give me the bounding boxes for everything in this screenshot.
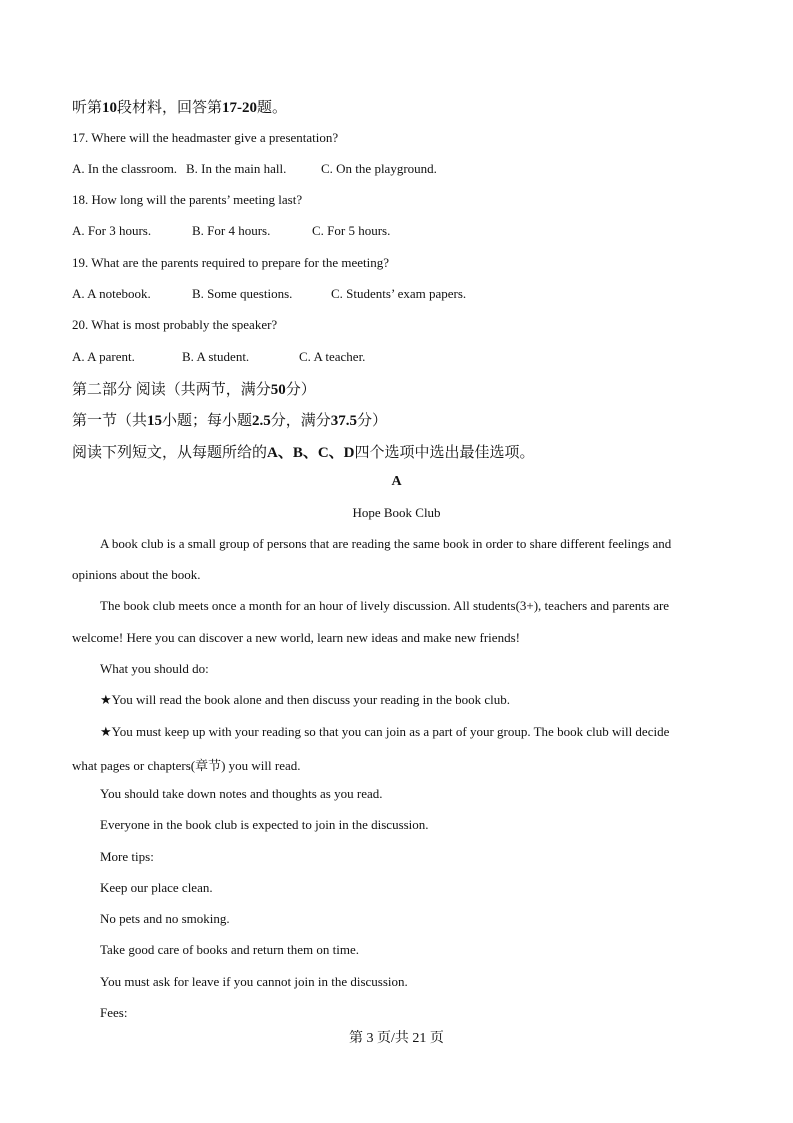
header-number: 10 [102, 100, 118, 116]
heading-text: 小题；每小题 [162, 413, 253, 429]
option-a: A. A parent. [72, 349, 135, 364]
section-one-heading [72, 409, 387, 430]
passage-letter: A [391, 474, 402, 489]
more-tips-heading: More tips: [100, 849, 154, 864]
tip-1: Keep our place clean. [100, 880, 213, 895]
question-20: 20. What is most probably the speaker? [72, 317, 278, 332]
heading-text: 第二部分 阅读（共两节，满分 [72, 382, 271, 398]
option-b: B. Some questions. [192, 286, 293, 301]
header-text: 题。 [257, 100, 288, 116]
options-19 [72, 286, 466, 302]
instr-letters: A、B、C、D [267, 445, 355, 461]
header-text: 听第 [72, 100, 103, 116]
star-item-2-line-1: ★You must keep up with your reading so that you can join as a part of your group. The book club will decide [100, 724, 670, 739]
option-c: C. A teacher. [299, 349, 366, 364]
paragraph-2-line-1: The book club meets once a month for an hour of lively discussion. All students(3+), teachers and parents are [100, 598, 670, 613]
options-20 [72, 349, 365, 365]
option-b: B. In the main hall. [186, 161, 287, 176]
section-header [72, 96, 287, 117]
option-a: A. A notebook. [72, 286, 151, 301]
instr-text: 阅读下列短文，从每题所给的 [72, 445, 268, 461]
heading-text: 分） [285, 382, 316, 398]
option-c: C. On the playground. [321, 161, 437, 176]
everyone-line: Everyone in the book club is expected to join in the discussion. [100, 817, 429, 832]
option-a: A. For 3 hours. [72, 223, 152, 238]
paragraph-1-line-2: opinions about the book. [72, 567, 201, 582]
instructions [72, 441, 535, 462]
options-17 [72, 161, 437, 177]
tip-3: Take good care of books and return them on time. [100, 942, 360, 957]
should-do-heading: What you should do: [100, 661, 209, 676]
heading-number: 37.5 [330, 413, 358, 429]
paragraph-1-line-1: A book club is a small group of persons that are reading the same book in order to share different feelings and [100, 536, 672, 551]
paragraph-2-line-2: welcome! Here you can discover a new world, learn new ideas and make new friends! [72, 630, 520, 645]
heading-score: 50 [270, 382, 286, 398]
star-item-1: ★You will read the book alone and then discuss your reading in the book club. [100, 692, 511, 707]
tip-2: No pets and no smoking. [100, 911, 230, 926]
question-19: 19. What are the parents required to prepare for the meeting? [72, 255, 390, 270]
part-two-heading [72, 378, 316, 399]
header-range: 17-20 [222, 100, 258, 116]
heading-text: 分） [357, 413, 388, 429]
heading-text: 分，满分 [270, 413, 331, 429]
notes-line: You should take down notes and thoughts as you read. [100, 786, 383, 801]
option-c: C. For 5 hours. [312, 223, 391, 238]
option-b: B. For 4 hours. [192, 223, 271, 238]
heading-number: 15 [147, 413, 163, 429]
option-c: C. Students’ exam papers. [331, 286, 467, 301]
option-b: B. A student. [182, 349, 250, 364]
question-17: 17. Where will the headmaster give a presentation? [72, 130, 339, 145]
fees-heading: Fees: [100, 1005, 128, 1020]
options-18 [72, 223, 390, 239]
tip-4: You must ask for leave if you cannot join in the discussion. [100, 974, 408, 989]
instr-text: 四个选项中选出最佳选项。 [354, 445, 535, 461]
header-text: 段材料，回答第 [117, 100, 223, 116]
question-18: 18. How long will the parents’ meeting last? [72, 192, 303, 207]
option-a: A. In the classroom. [72, 161, 178, 176]
page-footer: 第 3 页/共 21 页 [349, 1031, 444, 1046]
heading-number: 2.5 [252, 413, 271, 429]
heading-text: 第一节（共 [72, 413, 148, 429]
passage-title: Hope Book Club [352, 505, 441, 520]
star-item-2-line-2: what pages or chapters(章节) you will read. [72, 758, 301, 773]
